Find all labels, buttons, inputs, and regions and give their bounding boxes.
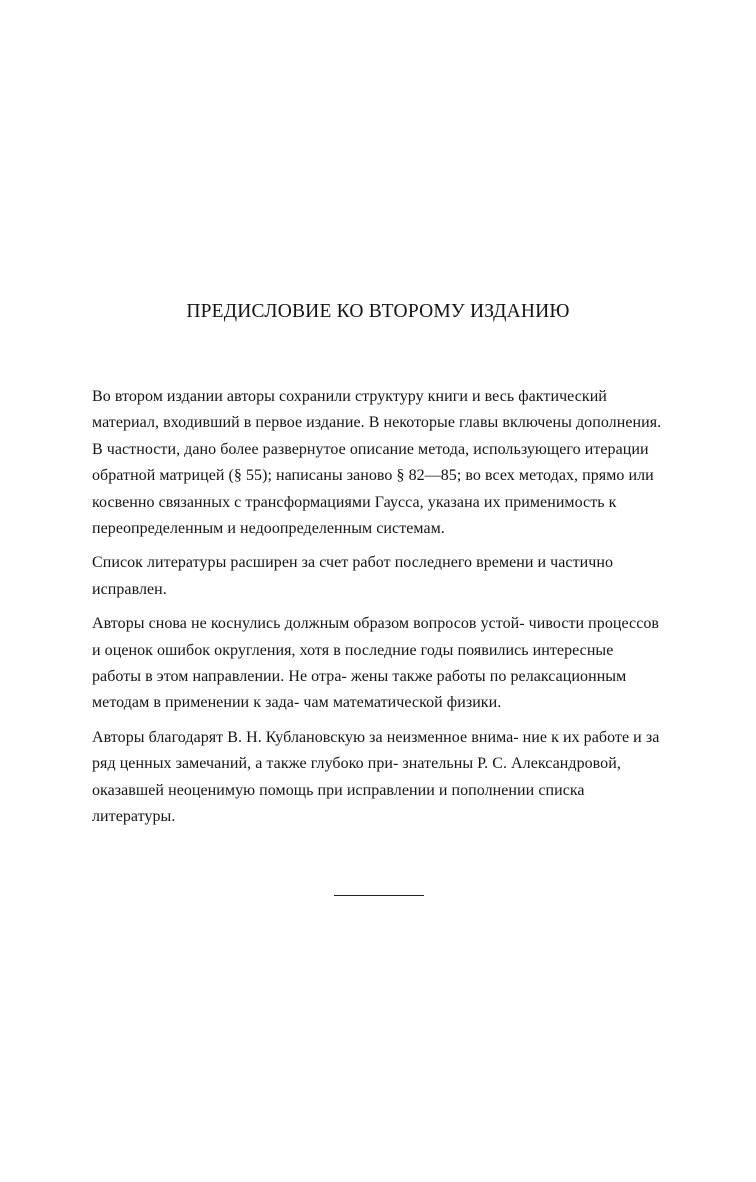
- paragraph-1: [92, 384, 664, 542]
- paragraph-2: [92, 550, 664, 603]
- paragraph-line: связанных с трансформациями Гаусса, указана их применимость: [158, 493, 605, 511]
- paragraph-line: знательны Р. С. Александровой, оказавшей неоценимую помощь при: [92, 755, 621, 799]
- paragraph-line: чам математической физики.: [303, 694, 502, 712]
- paragraph-line: и частично исправлен.: [92, 554, 613, 598]
- paragraph-line: Авторы благодарят В. Н. Кублановскую за неизменное внима-: [92, 728, 519, 746]
- paragraph-line: Авторы снова не коснулись должным образом вопросов устой-: [92, 615, 525, 633]
- page-title: ПРЕДИСЛОВИЕ КО ВТОРОМУ ИЗДАНИЮ: [186, 301, 570, 322]
- paragraph-line: написаны заново § 82—85; во всех методах, прямо или косвенно: [92, 467, 654, 511]
- paragraph-line: ние к их работе и за ряд ценных замечаний, а также глубоко при-: [92, 728, 660, 773]
- paragraph-line: жены также работы по релаксационным методам в применении к зада-: [92, 668, 627, 712]
- paragraph-line: Список литературы расширен за счет работ последнего времени: [92, 554, 534, 572]
- body-text: [92, 384, 664, 839]
- paragraph-line: описание метода, использующего итерации обратной матрицей (§ 55);: [92, 440, 649, 485]
- paragraph-line: чивости процессов и оценок ошибок округления, хотя в последние: [92, 615, 660, 659]
- paragraph-line: фактический материал, входивший в первое издание. В некоторые: [92, 388, 607, 432]
- paragraph-line: исправлении и пополнении списка литературы.: [92, 781, 585, 826]
- end-rule-divider: [334, 895, 424, 896]
- paragraph-line: к переопределенным и недоопределенным системам.: [92, 493, 617, 538]
- paragraph-line: главы включены дополнения. В частности, дано более развернутое: [92, 414, 662, 458]
- paragraph-4: [92, 725, 664, 831]
- paragraph-line: годы появились интересные работы в этом направлении. Не отра-: [92, 641, 614, 686]
- paragraph-line: Во втором издании авторы сохранили структуру книги и весь: [92, 388, 515, 405]
- paragraph-3: [92, 611, 664, 717]
